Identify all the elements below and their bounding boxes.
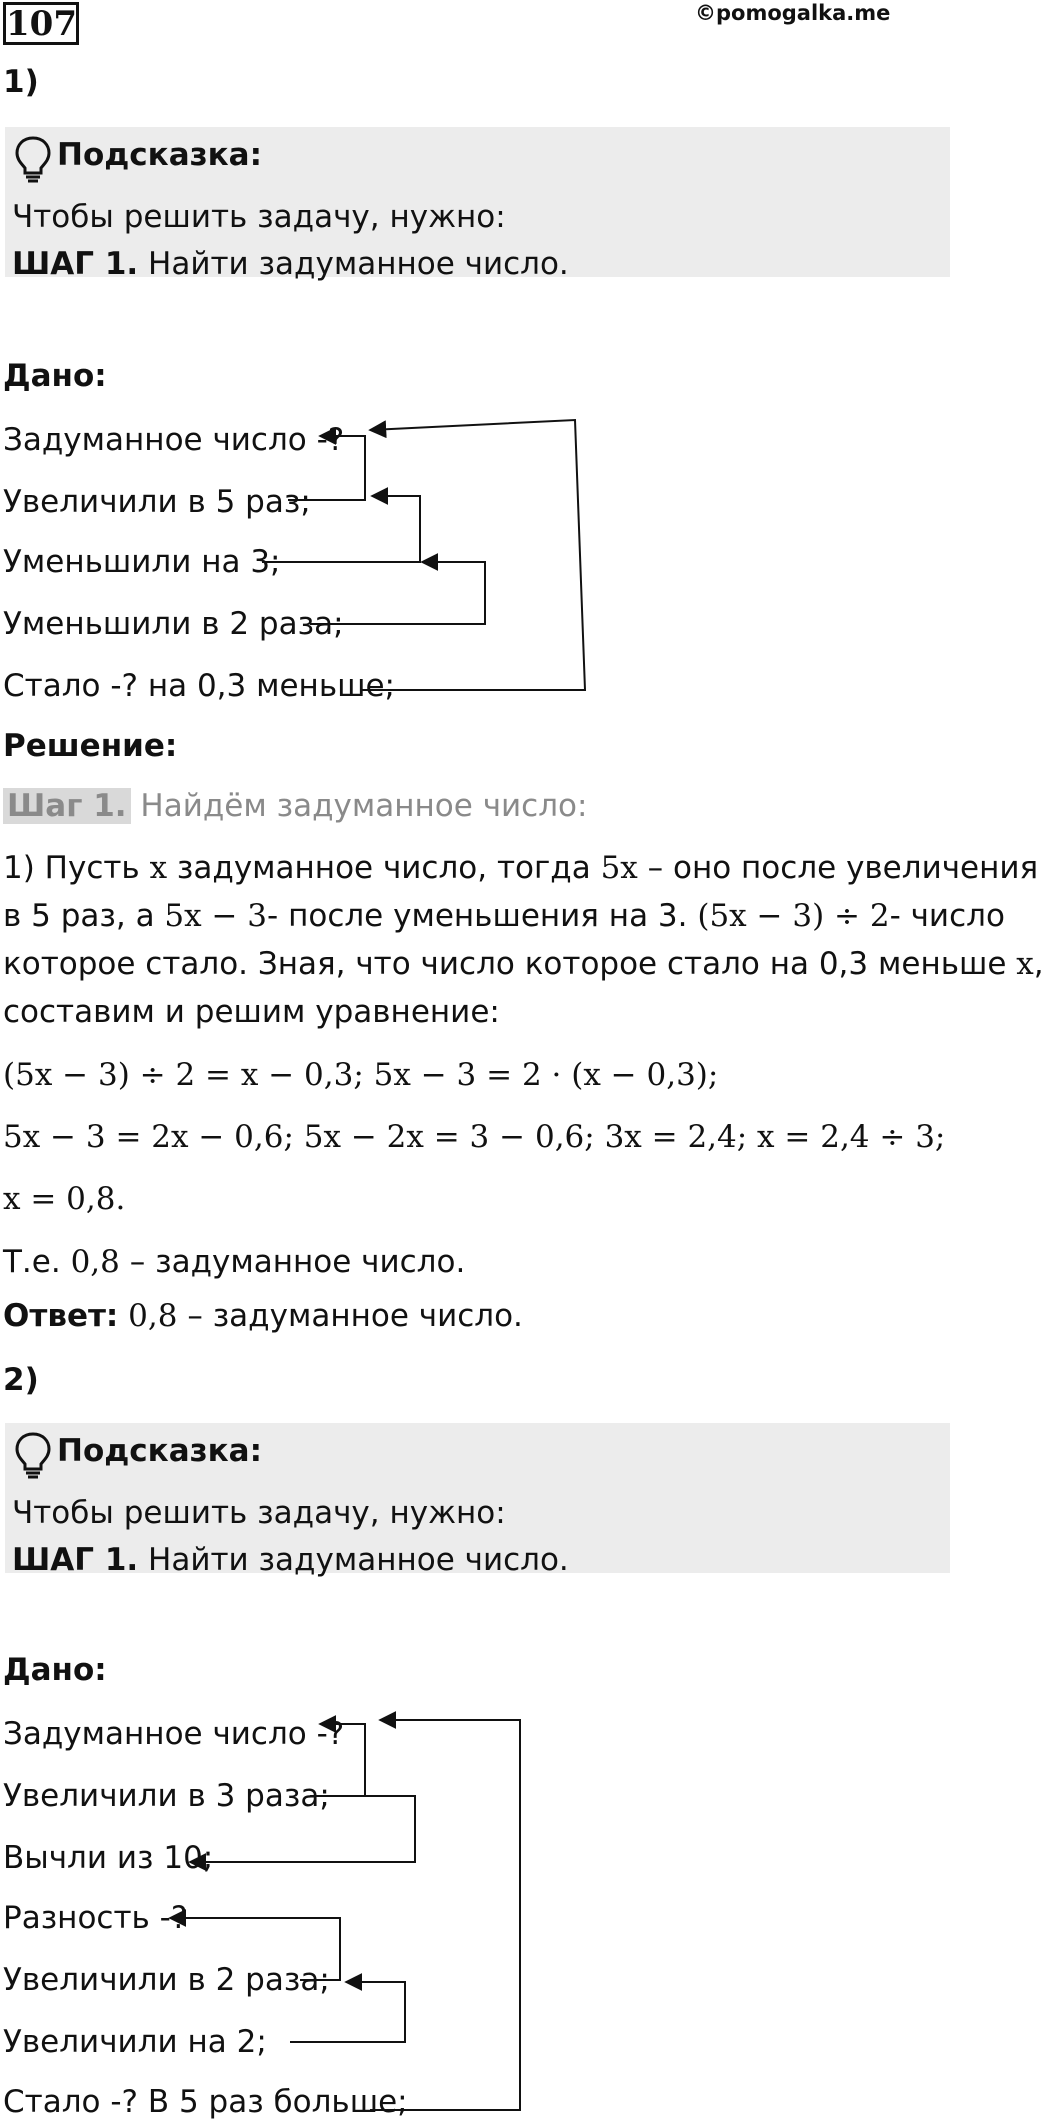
solution-step-heading: Шаг 1. Найдём задуманное число: [3, 786, 587, 826]
part-2-label: 2) [3, 1362, 39, 1398]
conclusion-line: Т.е. 0,8 – задуманное число. [3, 1244, 466, 1280]
given-item: Вычли из 10; [3, 1840, 214, 1876]
given-label-2: Дано: [3, 1652, 107, 1688]
equation-line: x = 0,8. [3, 1181, 126, 1217]
given-item: Увеличили на 2; [3, 2024, 267, 2060]
answer-line: Ответ: 0,8 – задуманное число. [3, 1298, 523, 1334]
hint-step: ШАГ 1. Найти задуманное число. [12, 246, 569, 282]
task-number: 107 [3, 2, 79, 45]
hint-line: Чтобы решить задачу, нужно: [12, 1495, 506, 1531]
solution-label: Решение: [3, 728, 178, 764]
equation-line: (5x − 3) ÷ 2 = x − 0,3; 5x − 3 = 2 · (x − 0,3); [3, 1057, 719, 1093]
given-item: Увеличили в 5 раз; [3, 484, 311, 520]
solution-paragraph-line: которое стало. Зная, что число которое стало на 0,3 меньше x, [3, 946, 1044, 982]
given-item: Стало -? на 0,3 меньше; [3, 668, 395, 704]
given-item: Разность -? [3, 1900, 188, 1936]
given-item: Уменьшили на 3; [3, 544, 281, 580]
hint-title: Подсказка: [57, 1433, 262, 1469]
equation-line: 5x − 3 = 2x − 0,6; 5x − 2x = 3 − 0,6; 3x = 2,4; x = 2,4 ÷ 3; [3, 1119, 946, 1155]
site-watermark: ©pomogalka.me [695, 1, 891, 25]
part-1-label: 1) [3, 64, 39, 100]
solution-paragraph-line: 1) Пусть x задуманное число, тогда 5x – оно после увеличения [3, 850, 1039, 886]
given-item: Задуманное число -? [3, 1716, 345, 1752]
hint-title: Подсказка: [57, 137, 262, 173]
given-item: Задуманное число -? [3, 422, 345, 458]
solution-paragraph-line: составим и решим уравнение: [3, 994, 500, 1030]
given-item: Стало -? В 5 раз больше; [3, 2084, 408, 2120]
given-item: Увеличили в 2 раза; [3, 1962, 330, 1998]
given-item: Уменьшили в 2 раза; [3, 606, 344, 642]
given-label-1: Дано: [3, 358, 107, 394]
hint-step: ШАГ 1. Найти задуманное число. [12, 1542, 569, 1578]
solution-paragraph-line: в 5 раз, а 5x − 3- после уменьшения на 3. (5x − 3) ÷ 2- число [3, 898, 1005, 934]
given-item: Увеличили в 3 раза; [3, 1778, 330, 1814]
hint-line: Чтобы решить задачу, нужно: [12, 199, 506, 235]
